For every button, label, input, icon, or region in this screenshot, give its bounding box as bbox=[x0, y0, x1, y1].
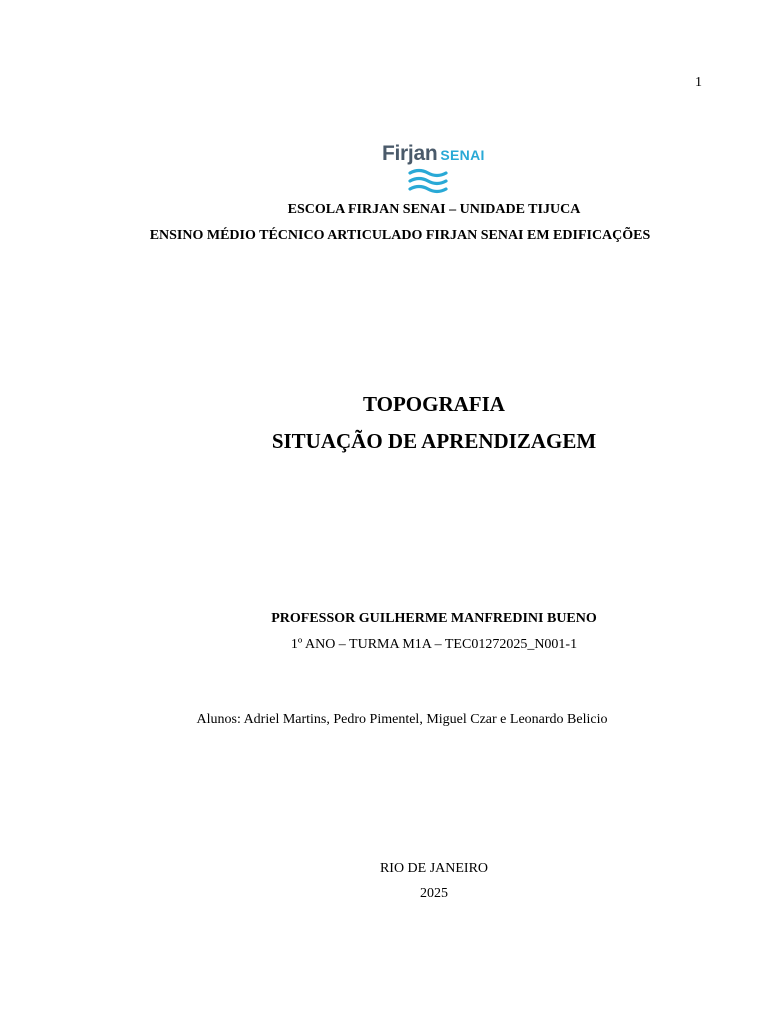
students-list: Alunos: Adriel Martins, Pedro Pimentel, Miguel Czar e Leonardo Belicio bbox=[196, 712, 608, 727]
document-title: TOPOGRAFIA bbox=[363, 392, 505, 416]
city: RIO DE JANEIRO bbox=[379, 861, 489, 876]
logo-brand-text: Firjan bbox=[382, 142, 438, 165]
waves-icon bbox=[408, 168, 448, 196]
professor-name: PROFESSOR GUILHERME MANFREDINI BUENO bbox=[271, 611, 597, 626]
page-number: 1 bbox=[695, 75, 702, 90]
program-name: ENSINO MÉDIO TÉCNICO ARTICULADO FIRJAN SENAI EM EDIFICAÇÕES bbox=[149, 228, 651, 243]
logo-sub-brand-text: SENAI bbox=[440, 147, 485, 163]
school-name: ESCOLA FIRJAN SENAI – UNIDADE TIJUCA bbox=[287, 202, 581, 217]
year: 2025 bbox=[420, 886, 448, 901]
firjan-senai-logo bbox=[382, 143, 506, 199]
logo-wordmark bbox=[382, 143, 485, 164]
document-subtitle: SITUAÇÃO DE APRENDIZAGEM bbox=[271, 429, 597, 453]
class-info: 1º ANO – TURMA M1A – TEC01272025_N001-1 bbox=[290, 637, 578, 652]
